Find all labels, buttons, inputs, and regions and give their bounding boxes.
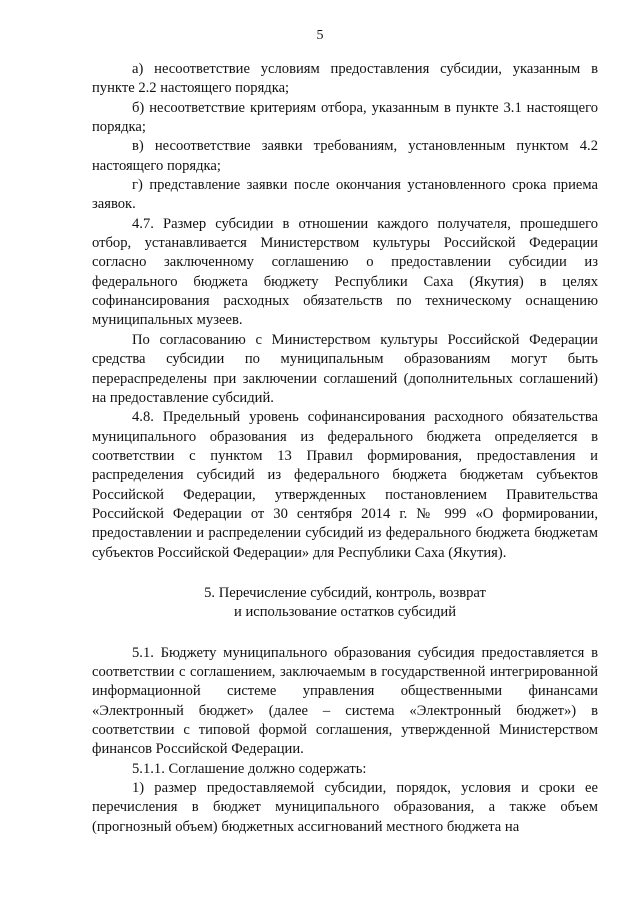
section-heading-line-1: 5. Перечисление субсидий, контроль, возврат <box>204 584 486 601</box>
paragraph-5-1: 5.1. Бюджету муниципального образования субсидия предоставляется в соответствии с соглашением, заключаемым в государственной интегрированной информационной системе управления общественными финансами «Электронный бюджет» (далее – система «Электронный бюджет») в соответствии с типовой формой соглашения, утвержденной Министерством финансов Российской Федерации. <box>92 644 598 758</box>
section-heading <box>92 584 598 623</box>
paragraph-5-1-1: 5.1.1. Соглашение должно содержать: <box>132 760 367 777</box>
section-heading-line-2: и использование остатков субсидий <box>234 604 456 621</box>
spacer <box>92 563 598 584</box>
paragraph-item-1: 1) размер предоставляемой субсидии, порядок, условия и сроки ее перечисления в бюджет муниципального образования, а также объем (прогнозный объем) бюджетных ассигнований местного бюджета на <box>92 780 598 835</box>
paragraph-item-g: г) представление заявки после окончания установленного срока приема заявок. <box>92 177 598 213</box>
page-number: 5 <box>316 28 324 43</box>
paragraph-4-8: 4.8. Предельный уровень софинансирования расходного обязательства муниципального образования из федерального бюджета определяется в соответствии с пунктом 13 Правил формирования, предоставления и распределения субсидий из федерального бюджета бюджетам субъектов Российской Федерации, утвержденных постановлением Правительства Российской Федерации от 30 сентября 2014 г. № 999 «О формировании, предоставлении и распределении субсидий из федерального бюджета бюджетам субъектов Российской Федерации» для Республики Саха (Якутия). <box>92 409 598 561</box>
paragraph-redistribution: По согласованию с Министерством культуры Российской Федерации средства субсидии по муниципальным образованиям могут быть перераспределены при заключении соглашений (дополнительных соглашений) на предоставление субсидий. <box>92 331 598 406</box>
spacer <box>92 623 598 644</box>
paragraph-4-7: 4.7. Размер субсидии в отношении каждого получателя, прошедшего отбор, устанавливается Министерством культуры Российской Федерации согласно заключенному соглашению о предоставлении субсидии из федерального бюджета бюджету Республики Саха (Якутия) в целях софинансирования расходных обязательств по техническому оснащению муниципальных музеев. <box>92 215 598 329</box>
paragraph-item-a: а) несоответствие условиям предоставления субсидии, указанным в пункте 2.2 настоящего порядка; <box>92 61 598 97</box>
paragraph-item-v: в) несоответствие заявки требованиям, установленным пунктом 4.2 настоящего порядка; <box>92 138 598 174</box>
paragraph-item-b: б) несоответствие критериям отбора, указанным в пункте 3.1 настоящего порядка; <box>92 99 598 136</box>
document-body <box>92 60 598 837</box>
